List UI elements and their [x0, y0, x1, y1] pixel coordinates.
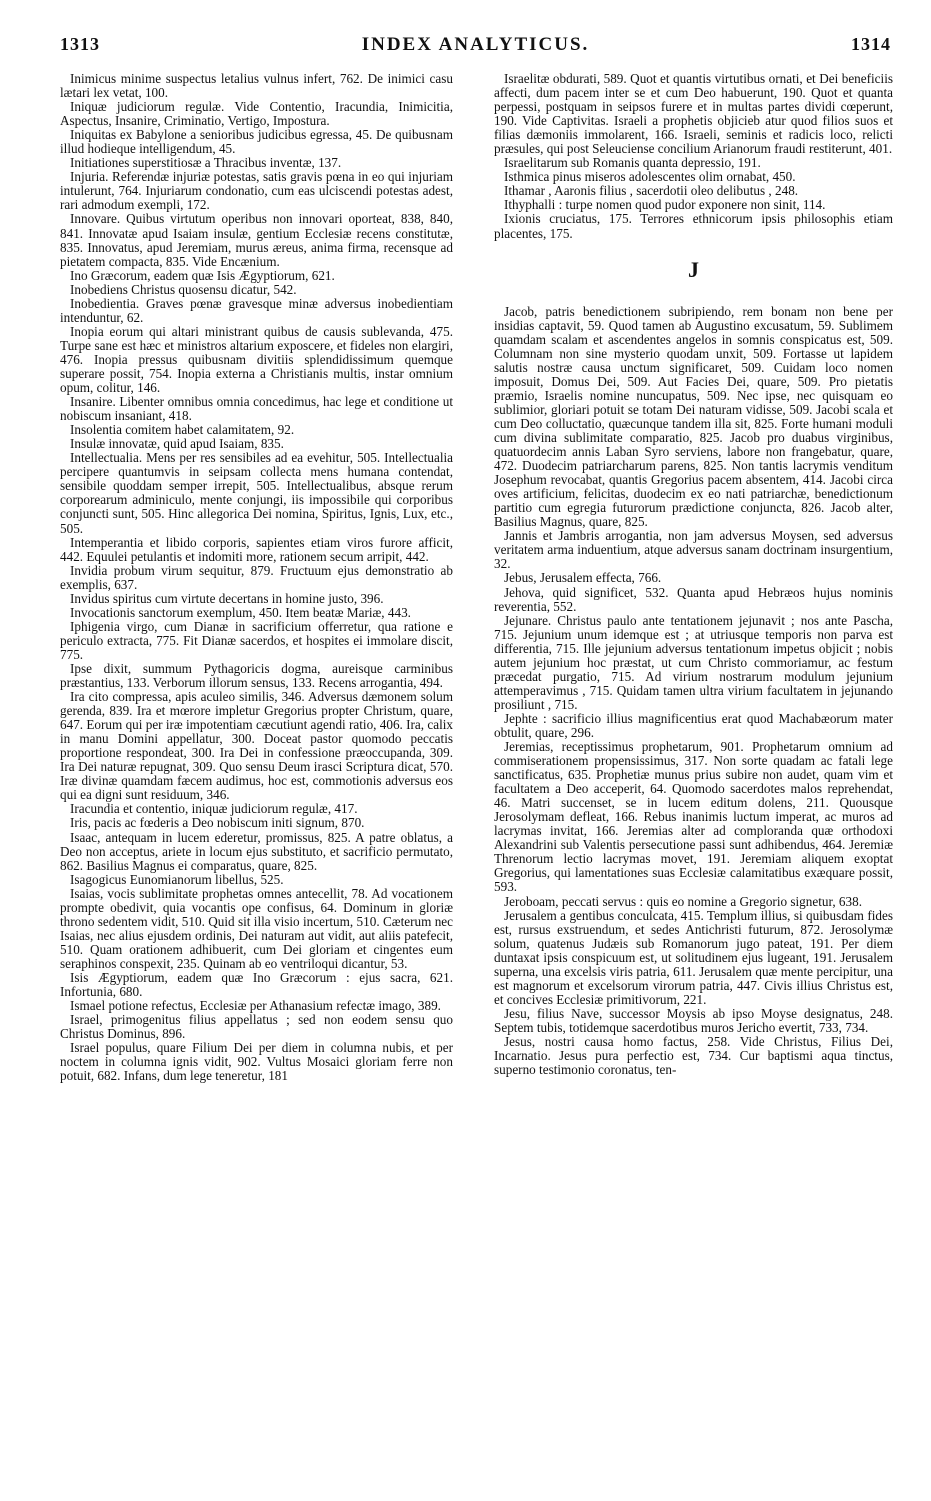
index-entry: Injuria. Referendæ injuriæ potestas, satis gravis pœna in eo qui injuriam intulerunt, 764. Injuriarum condonatio, cum eas ulciscendi potestas adest, rari admodum exempli, 172.	[60, 169, 453, 213]
index-entry: Invidus spiritus cum virtute decertans in homine justo, 396.	[70, 590, 384, 606]
index-entry: Initiationes superstitiosæ a Thracibus inventæ, 137.	[70, 155, 342, 171]
index-entry: Ithyphalli : turpe nomen quod pudor exponere non sinit, 114.	[504, 197, 826, 213]
index-entry: Iniquæ judiciorum regulæ. Vide Contentio, Iracundia, Inimicitia, Aspectus, Insanire, Criminatio, Vertigo, Impostura.	[60, 99, 453, 129]
index-entry: Inobedientia. Graves pœnæ gravesque minæ adversus inobedientiam intenduntur, 62.	[60, 295, 453, 325]
index-entry: Isaac, antequam in lucem ederetur, promissus, 825. A patre oblatus, a Deo non acceptus, ariete in locum ejus substituto, et sacrificio permutato, 862. Basilius Magnus ei comparatus, quare, 825.	[60, 829, 453, 873]
index-entry: Invidia probum virum sequitur, 879. Fructuum ejus demonstratio ab exemplis, 637.	[60, 562, 453, 592]
index-entry: Jeroboam, peccati servus : quis eo nomine a Gregorio signetur, 638.	[504, 893, 863, 909]
index-entry: Israelitarum sub Romanis quanta depressio, 191.	[504, 155, 761, 171]
index-entry: Insulæ innovatæ, quid apud Isaiam, 835.	[70, 436, 284, 452]
index-entry: Ira cito compressa, apis aculeo similis, 346. Adversus dæmonem solum gerenda, 839. Ira et mœrore impletur Gregorius propter Christum, quare, 647. Eorum qui per iræ impotentiam cæcutiunt agendi ratio, 406. Ira, calix in manu Domini appellatur, 300. Doceat pastor quomodo peccatis proportione respondeat, 300. Ira Dei in confessione præoccupanda, 309. Ira Dei naturæ repugnat, 309. Quo sensu Deum irasci Scriptura dicat, 570. Iræ divinæ quamdam fæcem audimus, hoc est, commotionis adversus eos qui ea digni sunt residuum, 346.	[60, 689, 453, 803]
index-entry: Jerusalem a gentibus conculcata, 415. Templum illius, si quibusdam fides est, rursus exstruendum, et sedes Antichristi futurum, 872. Jerosolymæ solum, quatenus Judæis sub Romanorum jugo pateat, 191. Per diem duntaxat ipsis conspicuum est, ut solitudinem ejus lugeant, 191. Jerusalem superna, una excelsis viris patria, 611. Jerusalem quæ mente percipitur, una est magnorum et excelsorum virorum patria, 447. Civis illius Christus est, et concives Ecclesiæ primitivorum, 221.	[494, 907, 893, 1007]
index-entry: Isaias, vocis sublimitate prophetas omnes antecellit, 78. Ad vocationem prompte obedivit, quia vocantis ope confisus, 64. Dominum in gloriæ throno sedentem vidit, 510. Quid sit illa visio incertum, 510. Cæterum nec Isaias, nec alius ejusdem ordinis, Dei naturam aut vidit, aut aliis patefecit, 510. Quam orationem adhibuerit, cum Dei gloriam et cingentes eum seraphinos conspexit, 235. Quinam ab eo ventriloqui dicantur, 53.	[60, 885, 453, 971]
index-entry: Iracundia et contentio, iniquæ judiciorum regulæ, 417.	[70, 801, 358, 817]
index-entry: Iris, pacis ac fœderis a Deo nobiscum initi signum, 870.	[70, 815, 365, 831]
index-entry: Invocationis sanctorum exemplum, 450. Item beatæ Mariæ, 443.	[70, 604, 411, 620]
right-page-number: 1314	[850, 34, 891, 54]
section-letter: J	[688, 256, 699, 282]
index-entry: Intemperantia et libido corporis, sapientes etiam viros furore afficit, 442. Equulei petulantis et indomiti more, rationem secum arripit, 442.	[60, 534, 453, 564]
right-column	[494, 72, 893, 1077]
index-entry: Jacob, patris benedictionem subripiendo, rem bonam non bene per insidias captavit, 59. Quod tamen ab Augustino excusatum, 59. Sublimem quamdam scalam et ascendentes angelos in somnis conspicatus est, 509. Columnam non sine mysterio quodam unxit, 509. Fortasse ut lapidem salutis nostræ causa unctum significaret, 509. Cuidam loco nomen imposuit, Domus Dei, 509. Aut Facies Dei, quare, 509. Pro pietatis præmio, Israelis nomine nuncupatus, 509. Nec ipse, nec quisquam eo sublimior, gloriari potuit se totam Dei naturam vidisse, 509. Jacobi scala et cum Deo colluctatio, quæcunque tandem illa sit, 825. Forte humani moduli cum divina sublimitate comparatio, 825. Jacob pro duabus virginibus, quatuordecim annis Laban Syro serviens, labore non frangebatur, quare, 472. Duodecim patriarcharum parens, 825. Non tantis lacrymis venditum Josephum revocabat, quantis Gregorius pacem absentem, 414. Jacobi circa oves artificium, felicitas, duodecim ex eo nati patriarchæ, benedictionum partitio cum egregia futurorum prædictione conjuncta, 826. Jacob alter, Basilius Magnus, quare, 825.	[494, 303, 893, 530]
index-entry: Iphigenia virgo, cum Dianæ in sacrificium offerretur, qua ratione e periculo extracta, 775. Fit Dianæ sacerdos, et hospites ei immolare discit, 775.	[60, 618, 453, 662]
index-entry: Jesu, filius Nave, successor Moysis ab ipso Moyse designatus, 248. Septem tubis, totidemque sacerdotibus muros Jericho evertit, 733, 734.	[494, 1005, 893, 1035]
page-header	[60, 34, 891, 60]
index-entry: Isthmica pinus miseros adolescentes olim ornabat, 450.	[504, 169, 796, 185]
index-entry: Intellectualia. Mens per res sensibiles ad ea evehitur, 505. Intellectualia percipere quantumvis in seipsam collecta mens humana contendat, sensibile quoddam semper irrepit, 505. Intellectualibus, absque rerum corporearum adminiculo, mente conjungi, iis impossibile qui corporibus conjuncti sunt, 505. Hinc allegorica Dei nomina, Spiritus, Ignis, Lux, etc., 505.	[60, 450, 453, 536]
index-entry: Jebus, Jerusalem effecta, 766.	[504, 570, 662, 586]
left-column	[60, 72, 453, 1083]
index-entry: Jesus, nostri causa homo factus, 258. Vide Christus, Filius Dei, Incarnatio. Jesus pura perfectio est, 734. Cur baptismi aqua tinctus, superno testimonio coronatus, ten-	[494, 1034, 893, 1078]
index-entry: Jephte : sacrificio illius magnificentius erat quod Machabæorum mater obtulit, quare, 296.	[494, 710, 893, 740]
left-page-number: 1313	[60, 34, 100, 54]
index-entry: Isis Ægyptiorum, eadem quæ Ino Græcorum : ejus sacra, 621. Infortunia, 680.	[60, 970, 453, 1000]
index-entry: Jannis et Jambris arrogantia, non jam adversus Moysen, sed adversus veritatem arma induentium, atque adversus sanam doctrinam insurgentium, 32.	[494, 528, 893, 572]
index-entry: Isagogicus Eunomianorum libellus, 525.	[70, 871, 284, 887]
right-column-bottom-entries	[494, 305, 893, 1078]
index-entry: Ixionis cruciatus, 175. Terrores ethnicorum ipsis philosophis etiam placentes, 175.	[494, 211, 893, 241]
index-entry: Ipse dixit, summum Pythagoricis dogma, aureisque carminibus præstantius, 133. Verborum illorum sensus, 133. Recens arrogantia, 494.	[60, 660, 453, 691]
index-entry: Inopia eorum qui altari ministrant quibus de causis sublevanda, 475. Turpe sane est hæc et ministros altarium exposcere, et fideles non elargiri, 476. Inopia pressus quibusnam divitiis splendidissimum quemque superare possit, 754. Inopia externa a Christianis multis, instar omnium opum, colitur, 146.	[60, 323, 453, 396]
index-entry: Israel populus, quare Filium Dei per diem in columna nubis, et per noctem in columna ignis vidit, 902. Vultus Mosaici gloriam ferre non potuit, 682. Infans, dum lege teneretur, 181	[60, 1040, 453, 1084]
index-entry: Israelitæ obdurati, 589. Quot et quantis virtutibus ornati, et Dei beneficiis affecti, dum pacem inter se et cum Deo habuerunt, 190. Quot et quanta perpessi, postquam in seipsos furere et in multas partes dividi cœperunt, 190. Vide Captivitas. Israeli a prophetis objicieb atur quod filios suos et filias dæmoniis immolarent, 166. Israeli, seminis et radicis loco, relicti præsules, qui post Seleuciense concilium Arianorum fraudi restiterunt, 401.	[494, 71, 893, 157]
index-entry: Jehova, quid significet, 532. Quanta apud Hebræos hujus nominis reverentia, 552.	[494, 584, 893, 614]
index-entry: Inobediens Christus quosensu dicatur, 542.	[70, 281, 297, 297]
index-entry: Ismael potione refectus, Ecclesiæ per Athanasium refectæ imago, 389.	[70, 998, 441, 1014]
index-entry: Insanire. Libenter omnibus omnia concedimus, hac lege et conditione ut nobiscum insaniant, 418.	[60, 394, 453, 424]
right-column-top-entries	[494, 72, 893, 241]
index-entry: Inimicus minime suspectus letalius vulnus infert, 762. De inimici casu lætari lex vetat, 100.	[60, 71, 453, 101]
index-entry: Jejunare. Christus paulo ante tentationem jejunavit ; nos ante Pascha, 715. Jejunium unum idemque est ; at utriusque temporis non parva est differentia, 715. Ille jejunium adversus tentationum impetus objicit ; nobis autem jejunium hoc præstat, ut cum Christo commoriamur, ac festum præcedat purgatio, 715. Ad virium nostrarum modulum jejunium attemperavimus , 715. Quidam tamen ultra virium facultatem in jejunando prosiliunt , 715.	[494, 612, 893, 712]
index-entry: Jeremias, receptissimus prophetarum, 901. Prophetarum omnium ad commiserationem propensissimus, 317. Non sorte quadam ac fatali lege sanctificatus, 635. Prophetiæ munus prius subire non audet, quam vim et facultatem a Deo acceperit, 64. Quomodo sacerdotes malos reprehendat, 46. Matri succenset, se in lucem editum dolens, 211. Quousque Jerosolymam defleat, 166. Rebus inanimis luctum imperat, ac muros ad lacrymas invitat, 166. Jeremias alter ad comploranda quæ orthodoxi Alexandrini sub Valentis persecutione passi sunt adhibendus, 464. Jeremiæ Threnorum lectio lacrymas movet, 191. Jeremiam aliquem exoptat Gregorius, qui lamentationes suas Ecclesiæ calamitatibus exæquare possit, 593.	[494, 739, 893, 895]
index-entry: Israel, primogenitus filius appellatus ; sed non eodem sensu quo Christus Dominus, 896.	[60, 1012, 453, 1042]
index-entry: Ithamar , Aaronis filius , sacerdotii oleo delibutus , 248.	[504, 183, 799, 199]
index-entry: Iniquitas ex Babylone a senioribus judicibus egressa, 45. De quibusnam illud hodieque intelligendum, 45.	[60, 127, 453, 157]
index-entry: Innovare. Quibus virtutum operibus non innovari oporteat, 838, 840, 841. Innovatæ apud Isaiam insulæ, gentium Ecclesiæ recens constitutæ, 835. Innovatus, apud Jeremiam, murus æreus, anima firma, recensque ad pietatem compacta, 835. Vide Encænium.	[60, 211, 453, 269]
index-entry: Ino Græcorum, eadem quæ Isis Ægyptiorum, 621.	[70, 267, 335, 283]
running-title: INDEX ANALYTICUS.	[361, 34, 590, 55]
index-entry: Insolentia comitem habet calamitatem, 92.	[70, 422, 295, 438]
